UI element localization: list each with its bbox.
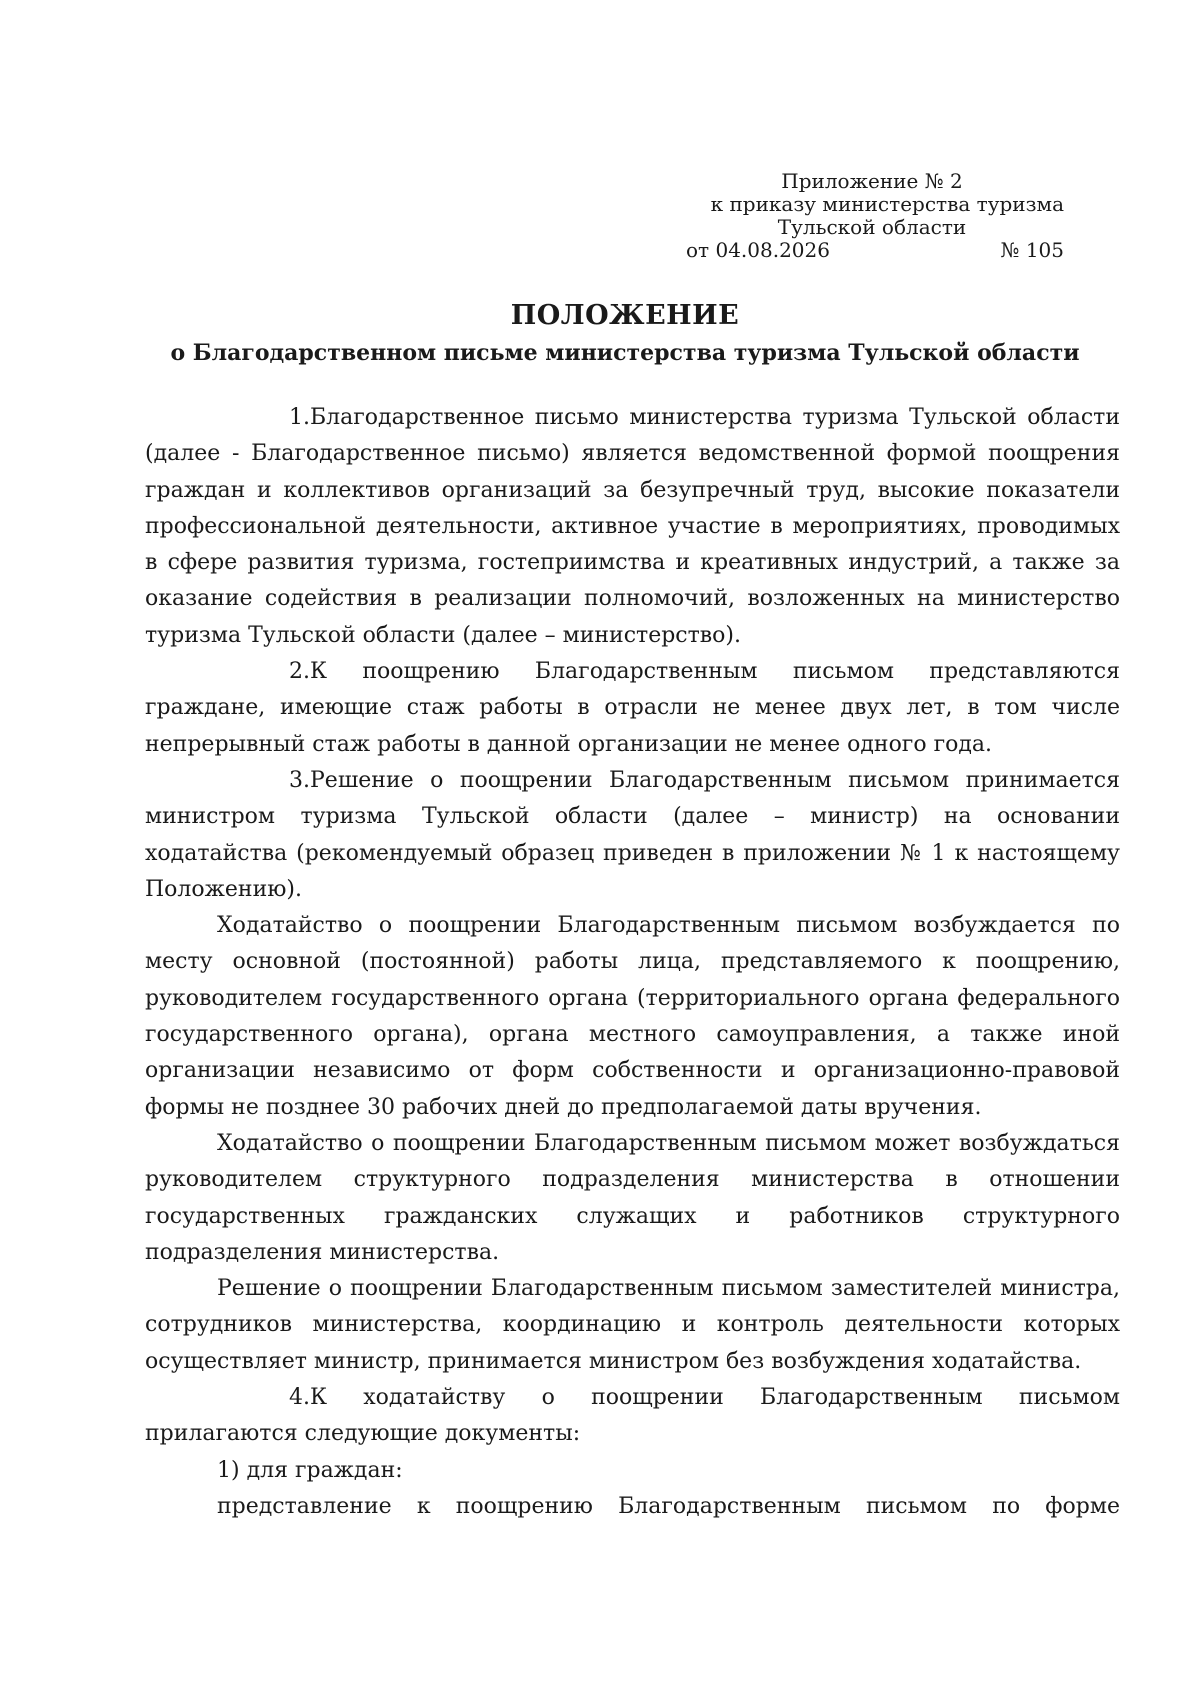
paragraph-text: К ходатайству о поощрении Благодарственным письмом прилагаются следующие документы: (145, 1385, 1120, 1447)
document-subtitle: о Благодарственном письме министерства туризма Тульской области (170, 340, 1080, 366)
order-reference: к приказу министерства туризма (710, 192, 1064, 216)
paragraph-4 (145, 1380, 1120, 1453)
paragraph-submission-form: представление к поощрению Благодарственным письмом по форме (217, 1493, 1120, 1519)
appendix-number: Приложение № 2 (781, 169, 963, 193)
document-title: ПОЛОЖЕНИЕ (510, 300, 740, 331)
approval-stamp (680, 170, 1064, 262)
paragraph-text: К поощрению Благодарственным письмом представляются граждане, имеющие стаж работы в отрасли не менее двух лет, в том числе непрерывный стаж работы в данной организации не менее одного года. (145, 659, 1120, 757)
paragraph-text: Благодарственное письмо министерства туризма Тульской области (далее - Благодарственное письмо) является ведомственной формой поощрения граждан и коллективов организаций за безупречный труд, высокие показатели профессиональной деятельности, активное участие в мероприятиях, проводимых в сфере развития туризма, гостеприимства и креативных индустрий, а также за оказание содействия в реализации полномочий, возложенных на министерство туризма Тульской области (далее – министерство). (145, 405, 1120, 648)
region-name: Тульской области (777, 215, 967, 239)
paragraph-number: 3. (289, 767, 310, 793)
order-date-line (680, 239, 1064, 262)
paragraph-number: 1. (289, 405, 310, 430)
order-date: от 04.08.2026 (686, 238, 830, 262)
document-title-block (130, 298, 1120, 368)
paragraph-number: 4. (289, 1385, 310, 1411)
paragraph-text: Решение о поощрении Благодарственным письмом принимается министром туризма Тульской области (далее – министр) на основании ходатайства (рекомендуемый образец приведен в приложении № 1 к настоящему Положению). (145, 767, 1120, 902)
paragraph-2 (145, 654, 1120, 763)
paragraph-1 (145, 400, 1120, 654)
paragraph-citizens: 1) для граждан: (217, 1457, 403, 1483)
paragraph-3 (145, 763, 1120, 908)
paragraph-number: 2. (289, 659, 310, 685)
paragraph-petition-department: Ходатайство о поощрении Благодарственным письмом может возбуждаться руководителем структурного подразделения министерства в отношении государственных гражданских служащих и работников структурного подразделения министерства. (145, 1130, 1120, 1265)
paragraph-decision-without-petition: Решение о поощрении Благодарственным письмом заместителей министра, сотрудников министерства, координацию и контроль деятельности которых осуществляет министр, принимается министром без возбуждения ходатайства. (145, 1276, 1120, 1374)
paragraph-petition-origin: Ходатайство о поощрении Благодарственным письмом возбуждается по месту основной (постоянной) работы лица, представляемого к поощрению, руководителем государственного органа (территориального органа федерального государственного органа), органа местного самоуправления, а также иной организации независимо от форм собственности и организационно-правовой формы не позднее 30 рабочих дней до предполагаемой даты вручения. (145, 913, 1120, 1120)
document-body (145, 400, 1120, 1525)
order-number: № 105 (1000, 238, 1064, 262)
